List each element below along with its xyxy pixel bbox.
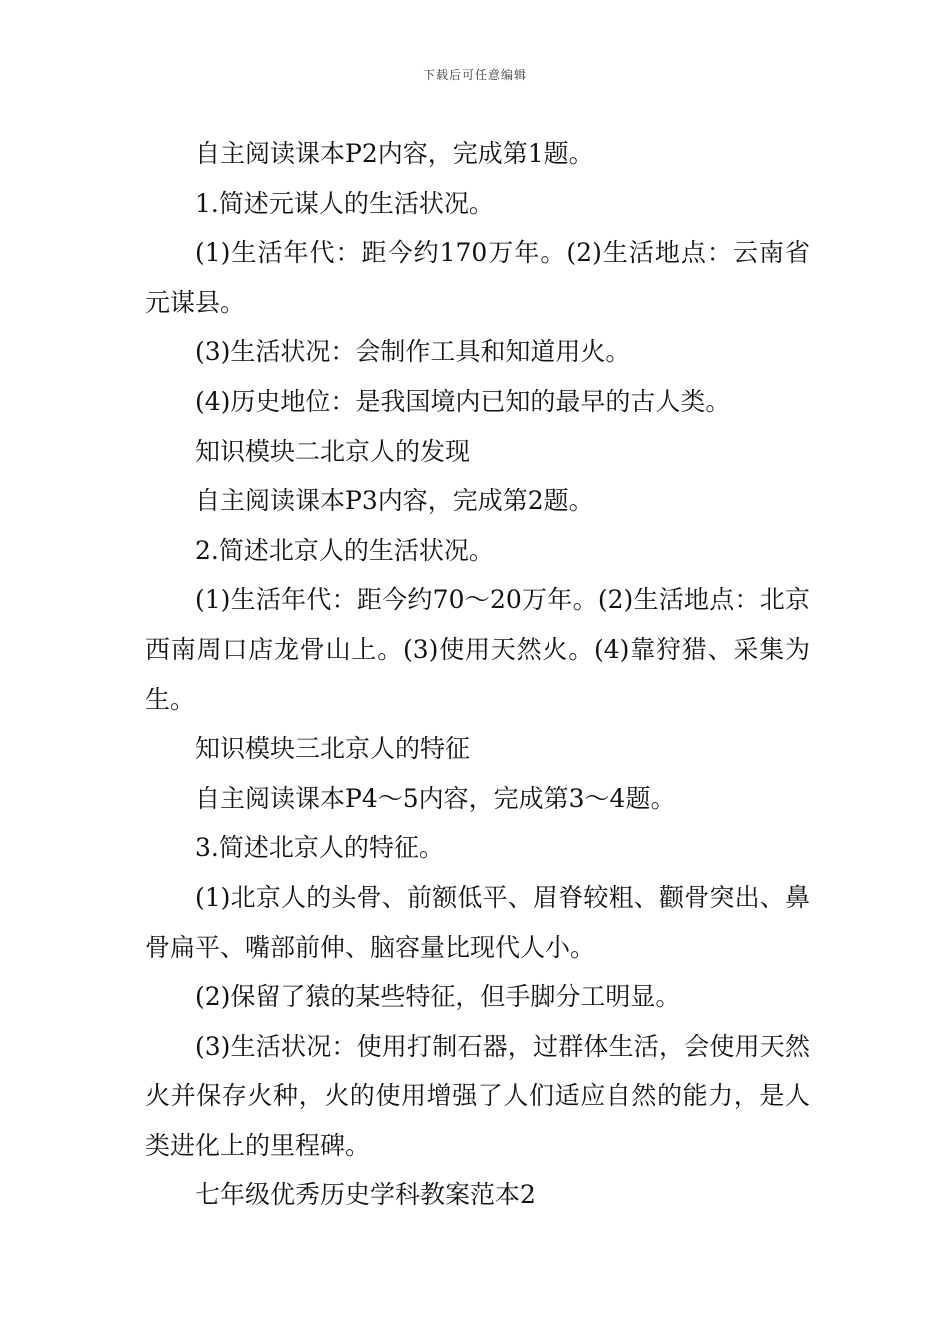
answer-1-time-place: (1)生活年代：距今约170万年。(2)生活地点：云南省元谋县。 bbox=[145, 238, 810, 317]
question-2: 2.简述北京人的生活状况。 bbox=[195, 535, 494, 565]
answer-3-life: (3)生活状况：使用打制石器，过群体生活，会使用天然火并保存火种，火的使用增强了人们适应自然的能力，是人类进化上的里程碑。 bbox=[145, 1031, 810, 1160]
section-title-template-2: 七年级优秀历史学科教案范本2 bbox=[195, 1180, 536, 1210]
document-body bbox=[145, 129, 810, 1220]
page-header: 下载后可任意编辑 bbox=[422, 68, 527, 82]
answer-3-ape-traits: (2)保留了猿的某些特征，但手脚分工明显。 bbox=[195, 982, 681, 1012]
answer-1-status: (4)历史地位：是我国境内已知的最早的古人类。 bbox=[195, 386, 731, 416]
module-2-heading: 知识模块二北京人的发现 bbox=[195, 436, 471, 466]
answer-2: (1)生活年代：距今约70～20万年。(2)生活地点：北京西南周口店龙骨山上。(3)使用天然火。(4)靠狩猎、采集为生。 bbox=[145, 585, 810, 714]
paragraph-reading-task-1: 自主阅读课本P2内容，完成第1题。 bbox=[195, 139, 594, 168]
paragraph-reading-task-3: 自主阅读课本P4～5内容，完成第3～4题。 bbox=[195, 783, 676, 813]
paragraph-reading-task-2: 自主阅读课本P3内容，完成第2题。 bbox=[195, 486, 594, 516]
answer-3-features: (1)北京人的头骨、前额低平、眉脊较粗、颧骨突出、鼻骨扁平、嘴部前伸、脑容量比现代人小。 bbox=[145, 882, 810, 962]
question-3: 3.简述北京人的特征。 bbox=[195, 833, 444, 863]
answer-1-life: (3)生活状况：会制作工具和知道用火。 bbox=[195, 337, 631, 367]
question-1: 1.简述元谋人的生活状况。 bbox=[195, 188, 494, 218]
module-3-heading: 知识模块三北京人的特征 bbox=[195, 734, 471, 764]
